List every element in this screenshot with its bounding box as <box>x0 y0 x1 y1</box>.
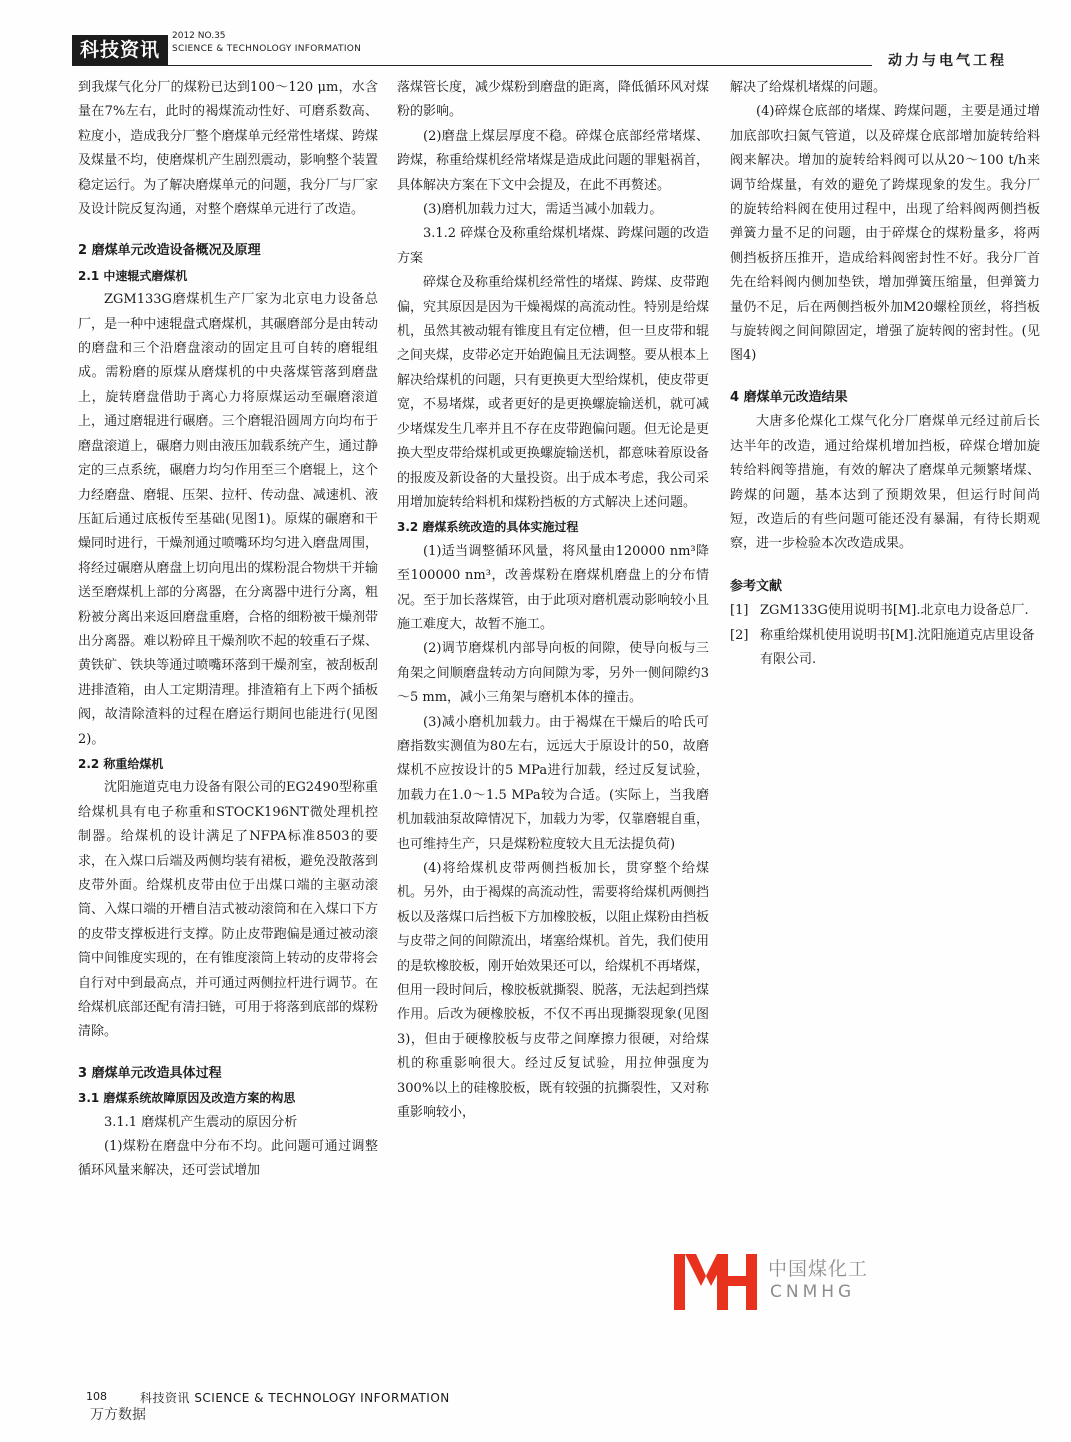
paragraph: (2)磨盘上煤层厚度不稳。碎煤仓底部经常堵煤、跨煤，称重给煤机经常堵煤是造成此问题的罪魁祸首，具体解决方案在下文中会提及，在此不再赘述。 <box>397 128 710 193</box>
reference-item <box>730 599 1040 623</box>
journal-logo: 科技资讯 <box>72 35 168 65</box>
watermark-logo-mark <box>670 1252 762 1312</box>
watermark-text-en: CNMHG <box>770 1282 856 1302</box>
column-1 <box>78 76 378 1184</box>
header-rule <box>72 65 872 66</box>
section-heading: 4 磨煤单元改造结果 <box>730 389 848 405</box>
footer-title: 科技资讯 SCIENCE & TECHNOLOGY INFORMATION <box>140 1391 450 1405</box>
paragraph: (1)适当调整循环风量，将风量由120000 nm³降至100000 nm³，改善煤粉在磨煤机磨盘上的分布情况。至于加长落煤管，由于此项对磨机震动影响较小且施工难度大，故暂不施工。 <box>397 543 710 632</box>
watermark <box>670 1252 880 1314</box>
reference-text: ZGM133G使用说明书[M].北京电力设备总厂. <box>760 603 1029 619</box>
subsection-heading: 2.1 中速辊式磨煤机 <box>78 268 188 283</box>
paragraph: (2)调节磨煤机内部导向板的间隙，使导向板与三角架之间顺磨盘转动方向间隙为零，另外一侧间隙约3～5 mm，减小三角架与磨机本体的撞击。 <box>397 641 709 706</box>
paragraph: 沈阳施道克电力设备有限公司的EG2490型称重给煤机具有电子称重和STOCK196NT微处理机控制器。给煤机的设计满足了NFPA标准8503的要求，在入煤口后端及两侧均装有裙板，避免没散落到皮带外面。给煤机皮带由位于出煤口端的主驱动滚筒、入煤口端的开槽自洁式被动滚筒和在入煤口下方的皮带支撑板进行支撑。防止皮带跑偏是通过被动滚筒中间锥度实现的，在有锥度滚筒上转动的皮带将会自行对中到最高点，并可通过两侧拉杆进行调节。在给煤机底部还配有清扫链，可用于将落到底部的煤粉清除。 <box>78 780 378 1040</box>
paragraph: 碎煤仓及称重给煤机经常性的堵煤、跨煤、皮带跑偏，究其原因是因为干燥褐煤的高流动性。特别是给煤机，虽然其被动辊有锥度且有定位槽，但一旦皮带和辊之间夹煤，皮带必定开始跑偏且无法调整。要从根本上解决给煤机的问题，只有更换更大型给煤机，使皮带更宽，不易堵煤，或者更好的是更换螺旋输送机，就可减少堵煤发生几率并且不存在皮带跑偏问题。但无论是更换大型皮带给煤机或更换螺旋输送机，都意味着原设备的报废及新设备的大量投资。出于成本考虑，我公司采用增加旋转给料机和煤粉挡板的方式解决上述问题。 <box>397 275 710 510</box>
paragraph: (3)减小磨机加载力。由于褐煤在干燥后的哈氏可磨指数实测值为80左右，远远大于原设计的50，故磨煤机不应按设计的5 MPa进行加载，经过反复试验，加载力在1.0～1.5 MPa较为合适。(实际上，当我磨机加载油泵故障情况下，加载力为零，仅靠磨辊自重，也可维持生产，只是煤粉粒度较大且无法提负荷) <box>397 714 710 852</box>
watermark-text-cn: 中国煤化工 <box>768 1258 869 1280</box>
paragraph: 大唐多伦煤化工煤气化分厂磨煤单元经过前后长达半年的改造，通过给煤机增加挡板，碎煤仓增加旋转给料阀等措施，有效的解决了磨煤单元频繁堵煤、跨煤的问题，基本达到了预期效果，但运行时间尚短，改造后的有些问题可能还没有暴漏，有待长期观察，进一步检验本次改造成果。 <box>730 414 1040 552</box>
paragraph: (1)煤粉在磨盘中分布不均。此问题可通过调整循环风量来解决，还可尝试增加 <box>78 1139 378 1179</box>
journal-subtitle: SCIENCE & TECHNOLOGY INFORMATION <box>172 44 362 54</box>
issue-number: 2012 NO.35 <box>172 31 226 41</box>
paragraph: (4)碎煤仓底部的堵煤、跨煤问题，主要是通过增加底部吹扫氮气管道，以及碎煤仓底部增加旋转给料阀来解决。增加的旋转给料阀可以从20～100 t/h来调节给煤量，有效的避免了跨煤现象的发生。我分厂的旋转给料阀在使用过程中，出现了给料阀两侧挡板弹簧力量不足的问题，由于碎煤仓的煤粉量多，将两侧挡板挤压推开，造成给料阀密封性不好。我分厂首先在给料阀内侧加垫铁，增加弹簧压缩量，但弹簧力量仍不足，后在两侧挡板外加M20螺栓顶丝，将挡板与旋转阀之间间隙固定，增强了旋转阀的密封性。(见图4) <box>730 104 1040 364</box>
footer-stamp: 万方数据 <box>90 1407 146 1423</box>
section-heading: 2 磨煤单元改造设备概况及原理 <box>78 243 261 259</box>
paragraph: (4)将给煤机皮带两侧挡板加长，贯穿整个给煤机。另外，由于褐煤的高流动性，需要将给煤机两侧挡板以及落煤口后挡板下方加橡胶板，以阻止煤粉由挡板与皮带之间的间隙流出，堵塞给煤机。首先，我们使用的是软橡胶板，刚开始效果还可以，给煤机不再堵煤，但用一段时间后，橡胶板就撕裂、脱落，无法起到挡煤作用。后改为硬橡胶板，不仅不再出现撕裂现象(见图3)，但由于硬橡胶板与皮带之间摩擦力很硬，对给煤机的称重影响很大。经过反复试验，用拉伸强度为300%以上的硅橡胶板，既有较强的抗撕裂性，又对称重影响较小， <box>397 861 710 1121</box>
page-number: 108 <box>86 1390 107 1403</box>
subsection-heading: 2.2 称重给煤机 <box>78 756 164 771</box>
subsection-heading: 3.2 磨煤系统改造的具体实施过程 <box>397 520 579 535</box>
paragraph: (3)磨机加载力过大，需适当减小加载力。 <box>423 202 663 218</box>
reference-number: [1] <box>730 603 749 619</box>
reference-text: 称重给煤机使用说明书[M].沈阳施道克店里设备有限公司. <box>760 627 1035 667</box>
column-3 <box>730 76 1040 672</box>
paragraph: 到我煤气化分厂的煤粉已达到100～120 μm，水含量在7%左右，此时的褐煤流动性好、可磨系数高、粒度小，造成我分厂整个磨煤单元经常性堵煤、跨煤及煤量不均，使磨煤机产生剧烈震动，影响整个装置稳定运行。为了解决磨煤单元的问题，我分厂与厂家及设计院反复沟通，对整个磨煤单元进行了改造。 <box>78 80 378 218</box>
section-title: 动力与电气工程 <box>888 53 1007 69</box>
references-heading: 参考文献 <box>730 578 783 594</box>
reference-number: [2] <box>730 627 749 643</box>
paragraph: 落煤管长度，减少煤粉到磨盘的距离，降低循环风对煤粉的影响。 <box>397 80 710 120</box>
section-heading: 3 磨煤单元改造具体过程 <box>78 1065 222 1081</box>
column-2 <box>397 76 709 1125</box>
paragraph: ZGM133G磨煤机生产厂家为北京电力设备总厂，是一种中速辊盘式磨煤机，其碾磨部分是由转动的磨盘和三个沿磨盘滚动的固定且可自转的磨辊组成。需粉磨的原煤从磨煤机的中央落煤管落到磨盘上，旋转磨盘借助于离心力将原煤运动至碾磨滚道上，通过磨辊进行碾磨。三个磨辊沿圆周方向均布于磨盘滚道上，碾磨力则由液压加载系统产生，通过静定的三点系统，碾磨力均匀作用至三个磨辊上，这个力经磨盘、磨辊、压架、拉杆、传动盘、减速机、液压缸后通过底板传至基础(见图1)。原煤的碾磨和干燥同时进行，干燥剂通过喷嘴环均匀进入磨盘周围，将经过碾磨从磨盘上切向甩出的煤粉混合物烘干并输送至磨煤机上部的分离器，在分离器中进行分离，粗粉被分离出来返回磨盘重磨，合格的细粉被干燥剂带出分离器。难以粉碎且干燥剂吹不起的较重石子煤、黄铁矿、铁块等通过喷嘴环落到干燥剂室，被刮板刮进排渣箱，由人工定期清理。排渣箱有上下两个插板阀，故清除渣料的过程在磨运行期间也能进行(见图2)。 <box>78 292 378 747</box>
subsubsection-heading: 3.1.1 磨煤机产生震动的原因分析 <box>104 1114 298 1130</box>
subsection-heading: 3.1 磨煤系统故障原因及改造方案的构思 <box>78 1091 296 1106</box>
reference-item <box>730 624 1040 673</box>
subsubsection-heading: 3.1.2 碎煤仓及称重给煤机堵煤、跨煤问题的改造方案 <box>397 226 709 266</box>
paragraph: 解决了给煤机堵煤的问题。 <box>730 80 887 95</box>
